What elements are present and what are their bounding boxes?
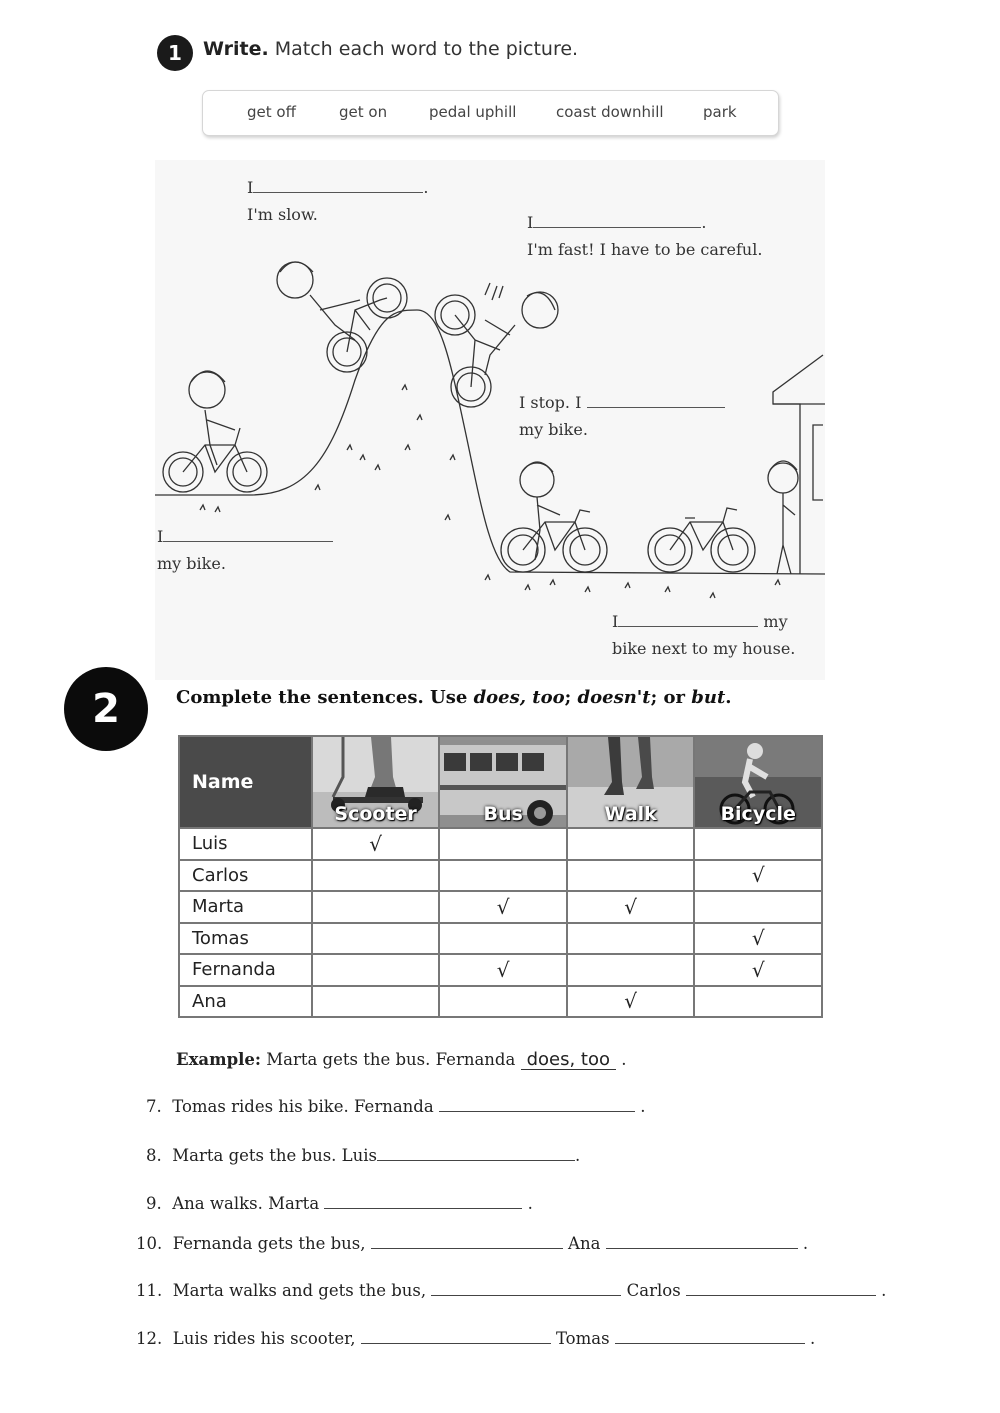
caption-stop: I stop. I (519, 393, 582, 412)
sentence-end: . (640, 1097, 646, 1116)
check-cell: √ (567, 891, 695, 923)
caption-get-on-blank (157, 527, 333, 546)
word-bank-item: pedal uphill (429, 103, 517, 121)
check-cell (567, 923, 695, 955)
sentence-text: Marta gets the bus. Luis (172, 1146, 377, 1165)
sentence-text: Tomas rides his bike. Fernanda (172, 1097, 434, 1116)
answer-blank[interactable] (377, 1147, 575, 1161)
check-cell (312, 891, 440, 923)
sentence-end: . (575, 1146, 581, 1165)
sentence-end: . (802, 1234, 809, 1253)
check-cell (694, 986, 822, 1018)
sentence-end: . (810, 1329, 816, 1348)
row-name: Fernanda (179, 954, 312, 986)
check-cell (567, 828, 695, 860)
answer-blank[interactable] (439, 1098, 635, 1112)
table-header-row (179, 736, 822, 828)
column-label: Bicycle (720, 803, 796, 825)
sentence-text: Fernanda gets the bus, (172, 1234, 366, 1253)
caption-i: I (527, 213, 534, 232)
bike-hill-illustration (155, 160, 825, 680)
caption-i: I (612, 612, 619, 631)
column-label: Bus (483, 803, 523, 825)
sentence-text: Luis rides his scooter, (172, 1329, 356, 1348)
check-cell (312, 986, 440, 1018)
row-name: Carlos (179, 860, 312, 892)
sentence-mid: Tomas (555, 1329, 610, 1348)
caption-coast-downhill-blank (527, 213, 706, 232)
example-end: . (621, 1050, 627, 1069)
word-bank-item: get on (339, 103, 388, 121)
word-bank-item: get off (247, 103, 296, 121)
column-bus (439, 736, 567, 828)
sentence-number: 12. (136, 1329, 163, 1348)
answer-blank[interactable] (615, 1330, 805, 1344)
example-sentence (176, 1050, 626, 1070)
transport-table (178, 735, 823, 1018)
sentence-11 (136, 1281, 886, 1300)
sentence-9 (146, 1194, 533, 1213)
instruction-write: Write. (203, 38, 269, 60)
caption-dot: . (423, 178, 429, 197)
name-header: Name (179, 736, 312, 828)
sentence-end: . (527, 1194, 533, 1213)
exercise-1-number: 1 (157, 35, 193, 71)
check-cell (439, 986, 567, 1018)
answer-blank[interactable] (587, 394, 725, 408)
sentence-mid: Carlos (626, 1281, 681, 1300)
table-row (179, 891, 822, 923)
caption-my-bike: my bike. (519, 420, 588, 439)
word-bank-item: coast downhill (556, 103, 664, 121)
column-label: Walk (604, 803, 657, 825)
check-cell: √ (694, 954, 822, 986)
table-row (179, 923, 822, 955)
check-cell: √ (694, 860, 822, 892)
check-cell (567, 860, 695, 892)
caption-my-bike: my bike. (157, 554, 226, 573)
sentence-10 (136, 1234, 808, 1253)
answer-blank[interactable] (361, 1330, 551, 1344)
word-bank-item: park (703, 103, 737, 121)
table-row (179, 860, 822, 892)
sentence-number: 9. (146, 1194, 162, 1213)
answer-blank[interactable] (618, 613, 758, 627)
sentence-7 (146, 1097, 645, 1116)
check-cell: √ (312, 828, 440, 860)
table-row (179, 828, 822, 860)
check-cell (312, 954, 440, 986)
answer-blank[interactable] (371, 1235, 563, 1249)
exercise-2-number: 2 (64, 667, 148, 751)
instruction-part: Complete the sentences. Use (176, 687, 474, 708)
column-walk (567, 736, 695, 828)
word-bank (202, 90, 779, 136)
sentence-number: 8. (146, 1146, 162, 1165)
check-cell: √ (439, 954, 567, 986)
answer-blank[interactable] (253, 179, 423, 193)
caption-park-blank (612, 612, 788, 631)
row-name: Tomas (179, 923, 312, 955)
check-cell (694, 891, 822, 923)
instruction-part: . (725, 687, 732, 708)
table-row (179, 954, 822, 986)
caption-get-off-blank (519, 393, 725, 412)
check-cell: √ (567, 986, 695, 1018)
exercise-1-instructions (203, 38, 578, 60)
answer-blank[interactable] (324, 1195, 522, 1209)
row-name: Luis (179, 828, 312, 860)
instruction-part: ; (564, 687, 578, 708)
column-scooter (312, 736, 440, 828)
check-cell (567, 954, 695, 986)
example-label: Example: (176, 1050, 261, 1069)
check-cell: √ (694, 923, 822, 955)
check-cell (312, 923, 440, 955)
instruction-does-too: does, too (473, 687, 565, 708)
row-name: Marta (179, 891, 312, 923)
column-label: Scooter (334, 803, 417, 825)
caption-fast: I'm fast! I have to be careful. (527, 240, 763, 259)
sentence-8 (146, 1146, 580, 1165)
sentence-number: 11. (136, 1281, 163, 1300)
table-row (179, 986, 822, 1018)
sentence-end: . (881, 1281, 887, 1300)
caption-my: my (763, 612, 788, 631)
instruction-text: Match each word to the picture. (268, 38, 579, 60)
answer-blank[interactable] (431, 1282, 621, 1296)
answer-blank[interactable] (686, 1282, 876, 1296)
caption-i: I (247, 178, 254, 197)
check-cell (312, 860, 440, 892)
check-cell: √ (439, 891, 567, 923)
caption-i: I (157, 527, 164, 546)
instruction-but: but (691, 687, 726, 708)
hill-scene-drawing (155, 160, 825, 680)
check-cell (439, 923, 567, 955)
caption-pedal-uphill-blank (247, 178, 428, 197)
example-text: Marta gets the bus. Fernanda (260, 1050, 521, 1069)
sentence-number: 7. (146, 1097, 162, 1116)
caption-park-text: bike next to my house. (612, 639, 796, 658)
check-cell (439, 828, 567, 860)
instruction-doesnt: doesn't (577, 687, 651, 708)
sentence-number: 10. (136, 1234, 163, 1253)
row-name: Ana (179, 986, 312, 1018)
answer-blank[interactable] (606, 1235, 798, 1249)
answer-blank[interactable] (533, 214, 701, 228)
instruction-part: ; or (650, 687, 692, 708)
caption-dot: . (701, 213, 707, 232)
check-cell (694, 828, 822, 860)
sentence-12 (136, 1329, 815, 1348)
answer-blank[interactable] (163, 528, 333, 542)
sentence-text: Ana walks. Marta (172, 1194, 320, 1213)
exercise-2-instructions (176, 687, 732, 708)
caption-slow: I'm slow. (247, 205, 318, 224)
example-answer: does, too (521, 1051, 616, 1070)
sentence-mid: Ana (568, 1234, 601, 1253)
column-bicycle (694, 736, 822, 828)
sentence-text: Marta walks and gets the bus, (172, 1281, 427, 1300)
check-cell (439, 860, 567, 892)
